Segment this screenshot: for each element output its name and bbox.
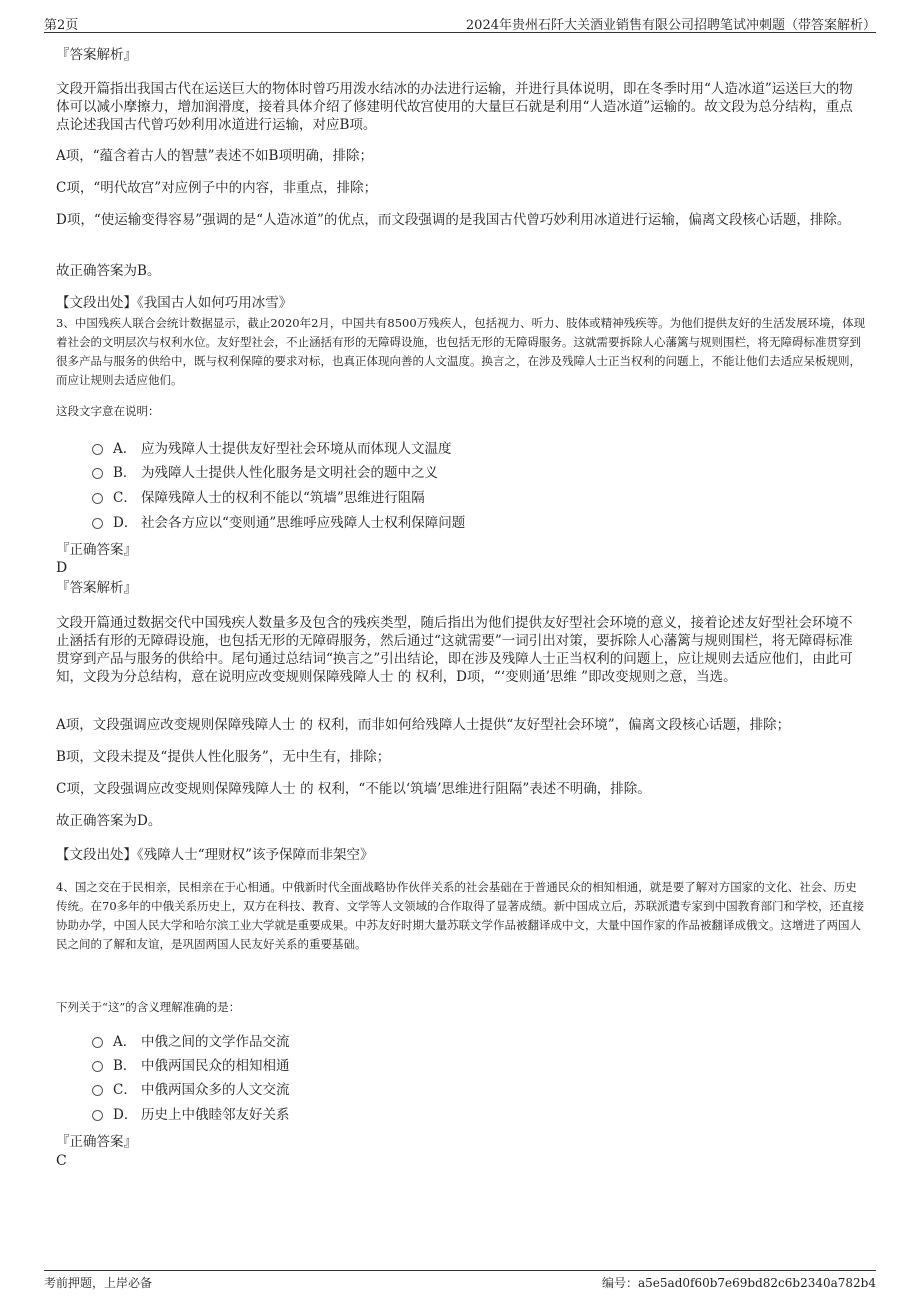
footer-doc-id: 编号：a5e5ad0f60b7e69bd82c6b2340a782b4 — [602, 1276, 876, 1290]
q4-correct-heading: 『正确答案』 — [56, 1134, 137, 1150]
q2-analysis: 文段开篇指出我国古代在运送巨大的物体时曾巧用泼水结冰的办法进行运输，并进行具体说明，即在冬季时用“人造冰道”运送巨大的物体可以减小摩擦力，增加润滑度，接着具体介绍了修建明代故宫使用的大量巨石就是利用“人造冰道”运输的。故文段为总分结构，重点点论述我国古代曾巧妙利用冰道进行运输，对应B项。 — [56, 81, 853, 133]
q3-prompt: 这段文字意在说明： — [56, 404, 160, 418]
q4-stem: 4、国之交在于民相亲，民相亲在于心相通。中俄新时代全面战略协作伙伴关系的社会基础在于普通民众的相知相通，就是要了解对方国家的文化、社会、历史传统。在70多年的中俄关系历史上，双方在科技、教育、文学等人文领域的合作取得了显著成绩。新中国成立后，苏联派遣专家到中国教育部门和学校，还直接协助办学，中国人民大学和哈尔滨工业大学就是重要成果。中苏友好时期大量苏联文学作品被翻译成中文，大量中国作家的作品被翻译成俄文。这增进了两国人民之间的了解和友谊，是巩固两国人民友好关系的重要基础。 — [56, 880, 865, 951]
radio-icon[interactable] — [92, 518, 103, 529]
page-number: 第2页 — [44, 18, 79, 33]
q3-option-b[interactable]: B． 为残障人士提供人性化服务是文明社会的题中之义 — [92, 464, 792, 482]
page-footer — [44, 1270, 876, 1293]
radio-icon[interactable] — [92, 468, 103, 479]
radio-icon[interactable] — [92, 493, 103, 504]
q4-option-c[interactable]: C． 中俄两国众多的人文交流 — [92, 1081, 792, 1099]
radio-icon[interactable] — [92, 444, 103, 455]
q2-option-d-note: D项，“使运输变得容易”强调的是“人造冰道”的优点，而文段强调的是我国古代曾巧妙利用冰道进行运输，偏离文段核心话题，排除。 — [56, 212, 851, 228]
q4-option-a[interactable]: A． 中俄之间的文学作品交流 — [92, 1033, 792, 1051]
q4-prompt: 下列关于“这”的含义理解准确的是： — [56, 1000, 241, 1014]
radio-icon[interactable] — [92, 1061, 103, 1072]
q3-option-a-note: A项，文段强调应改变规则保障残障人士 的 权利，而非如何给残障人士提供“友好型社会环境”，偏离文段核心话题，排除； — [56, 717, 791, 733]
radio-icon[interactable] — [92, 1085, 103, 1096]
q2-analysis-heading: 『答案解析』 — [56, 47, 137, 63]
q3-option-c-note: C项，文段强调应改变规则保障残障人士 的 权利，“不能以‘筑墙’思维进行阻隔”表述不明确，排除。 — [56, 781, 651, 797]
radio-icon[interactable] — [92, 1037, 103, 1048]
q3-option-b-note: B项，文段未提及“提供人性化服务”，无中生有，排除； — [56, 749, 391, 765]
footer-slogan: 考前押题，上岸必备 — [44, 1276, 153, 1290]
q2-option-c-note: C项，“明代故宫”对应例子中的内容，非重点，排除； — [56, 180, 378, 196]
q3-analysis: 文段开篇通过数据交代中国残疾人数量多及包含的残疾类型，随后指出为他们提供友好型社会环境的意义，接着论述友好型社会环境不止涵括有形的无障碍设施，也包括无形的无障碍服务，然后通过“这就需要”一词引出对策，要拆除人心藩篱与规则围栏，将无障碍标准贯穿到产品与服务的供给中。尾句通过总结词“换言之”引出结论，即在涉及残障人士正当权利的问题上，应让规则去适应他们，由此可知，文段为分总结构，意在说明应改变规则保障残障人士 的 权利，D项，“‘变则通’思维 ”即改变规则之意，当选。 — [56, 615, 853, 685]
q3-correct-answer: D — [56, 560, 68, 576]
q3-conclusion: 故正确答案为D。 — [56, 813, 162, 829]
q3-analysis-heading: 『答案解析』 — [56, 580, 137, 596]
page-header — [44, 12, 876, 33]
q2-option-a-note: A项，“蕴含着古人的智慧”表述不如B项明确，排除； — [56, 148, 373, 164]
q3-stem: 3、中国残疾人联合会统计数据显示，截止2020年2月，中国共有8500万残疾人，包括视力、听力、肢体或精神残疾等。为他们提供友好的生活发展环境，体现着社会的文明层次与权利水位。友好型社会，不止涵括有形的无障碍设施，也包括无形的无障碍服务。这就需要拆除人心藩篱与规则围栏，将无障碍标准贯穿到很多产品与服务的供给中，既与权利保障的要求对标，也真正体现向善的人文温度。换言之，在涉及残障人士正当权利的问题上，不能让他们去适应呆板规则，而应让规则去适应他们。 — [56, 316, 866, 387]
q2-source: 【文段出处】《我国古人如何巧用冰雪》 — [56, 295, 293, 311]
q3-option-c[interactable]: C． 保障残障人士的权利不能以“筑墙”思维进行阻隔 — [92, 489, 792, 507]
document-title: 2024年贵州石阡大关酒业销售有限公司招聘笔试冲刺题（带答案解析） — [465, 18, 876, 33]
q3-option-d[interactable]: D． 社会各方应以“变则通”思维呼应残障人士权利保障问题 — [92, 514, 792, 532]
q4-option-d[interactable]: D． 历史上中俄睦邻友好关系 — [92, 1106, 792, 1124]
q3-option-a[interactable]: A． 应为残障人士提供友好型社会环境从而体现人文温度 — [92, 440, 792, 458]
q3-source: 【文段出处】《残障人士“理财权”该予保障而非架空》 — [56, 847, 374, 863]
q3-correct-heading: 『正确答案』 — [56, 542, 137, 558]
radio-icon[interactable] — [92, 1110, 103, 1121]
q4-option-b[interactable]: B． 中俄两国民众的相知相通 — [92, 1057, 792, 1075]
q2-conclusion: 故正确答案为B。 — [56, 263, 161, 279]
q4-correct-answer: C — [56, 1153, 67, 1169]
